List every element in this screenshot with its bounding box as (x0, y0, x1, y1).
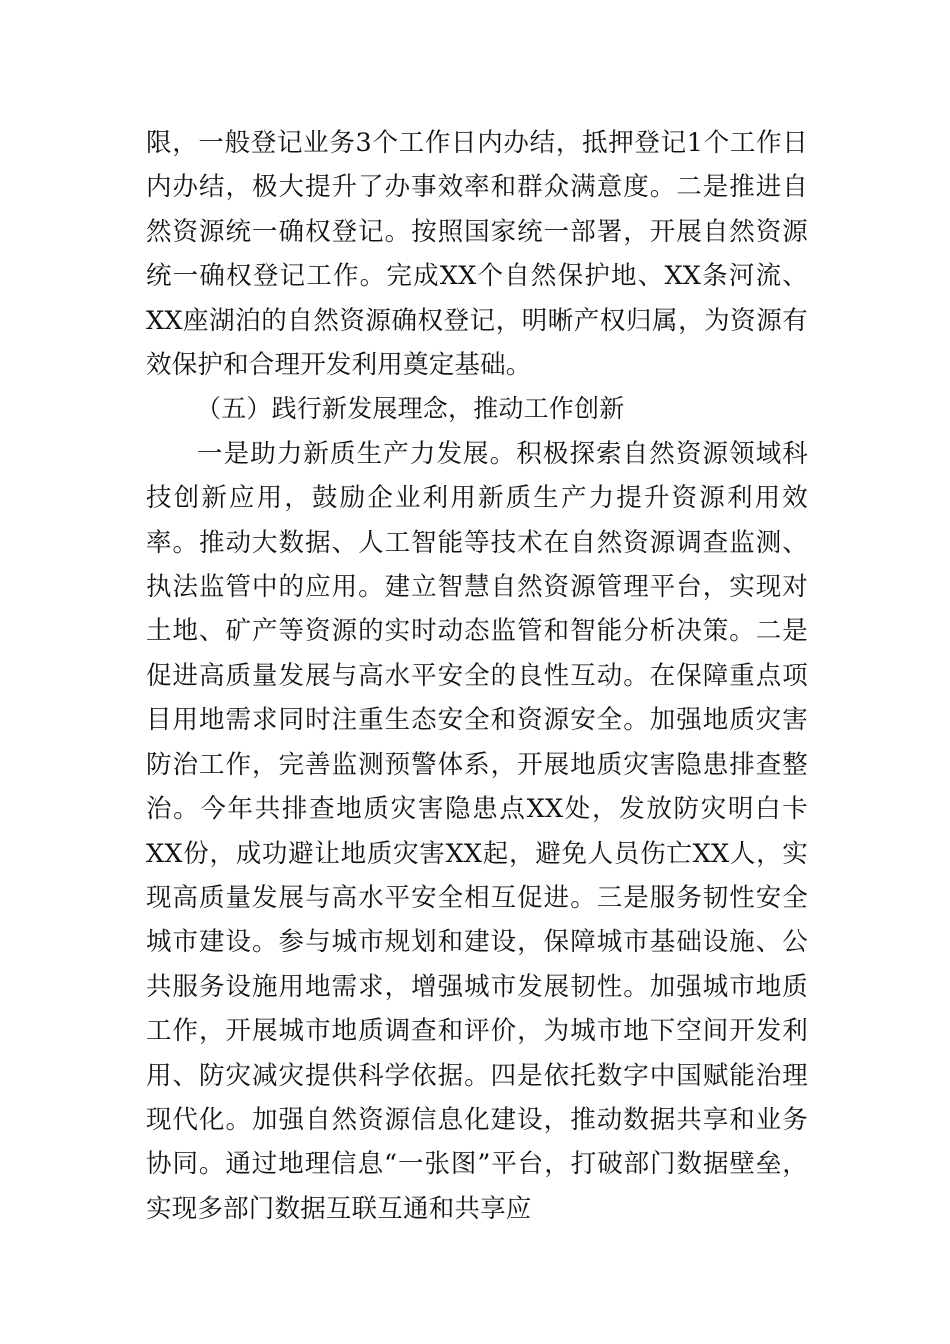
paragraph-body: 一是助力新质生产力发展。积极探索自然资源领域科技创新应用，鼓励企业利用新质生产力提升资源利用效率。推动大数据、人工智能等技术在自然资源调查监测、执法监管中的应用。建立智慧自然资源管理平台，实现对土地、矿产等资源的实时动态监管和智能分析决策。二是促进高质量发展与高水平安全的良性互动。在保障重点项目用地需求同时注重生态安全和资源安全。加强地质灾害防治工作，完善监测预警体系，开展地质灾害隐患排查整治。今年共排查地质灾害隐患点XX处，发放防灾明白卡XX份，成功避让地质灾害XX起，避免人员伤亡XX人，实现高质量发展与高水平安全相互促进。三是服务韧性安全城市建设。参与城市规划和建设，保障城市基础设施、公共服务设施用地需求，增强城市发展韧性。加强城市地质工作，开展城市地质调查和评价，为城市地下空间开发利用、防灾减灾提供科学依据。四是依托数字中国赋能治理现代化。加强自然资源信息化建设，推动数据共享和业务协同。通过地理信息“一张图”平台，打破部门数据壁垒，实现多部门数据互联互通和共享应 (146, 438, 808, 1224)
paragraph-continued: 限，一般登记业务3个工作日内办结，抵押登记1个工作日内办结，极大提升了办事效率和群众满意度。二是推进自然资源统一确权登记。按照国家统一部署，开展自然资源统一确权登记工作。完成XX个自然保护地、XX条河流、XX座湖泊的自然资源确权登记，明晰产权归属，为资源有效保护和合理开发利用奠定基础。 (146, 128, 808, 381)
section-heading: （五）践行新发展理念，推动工作创新 (196, 394, 625, 424)
document-body (146, 121, 808, 1231)
